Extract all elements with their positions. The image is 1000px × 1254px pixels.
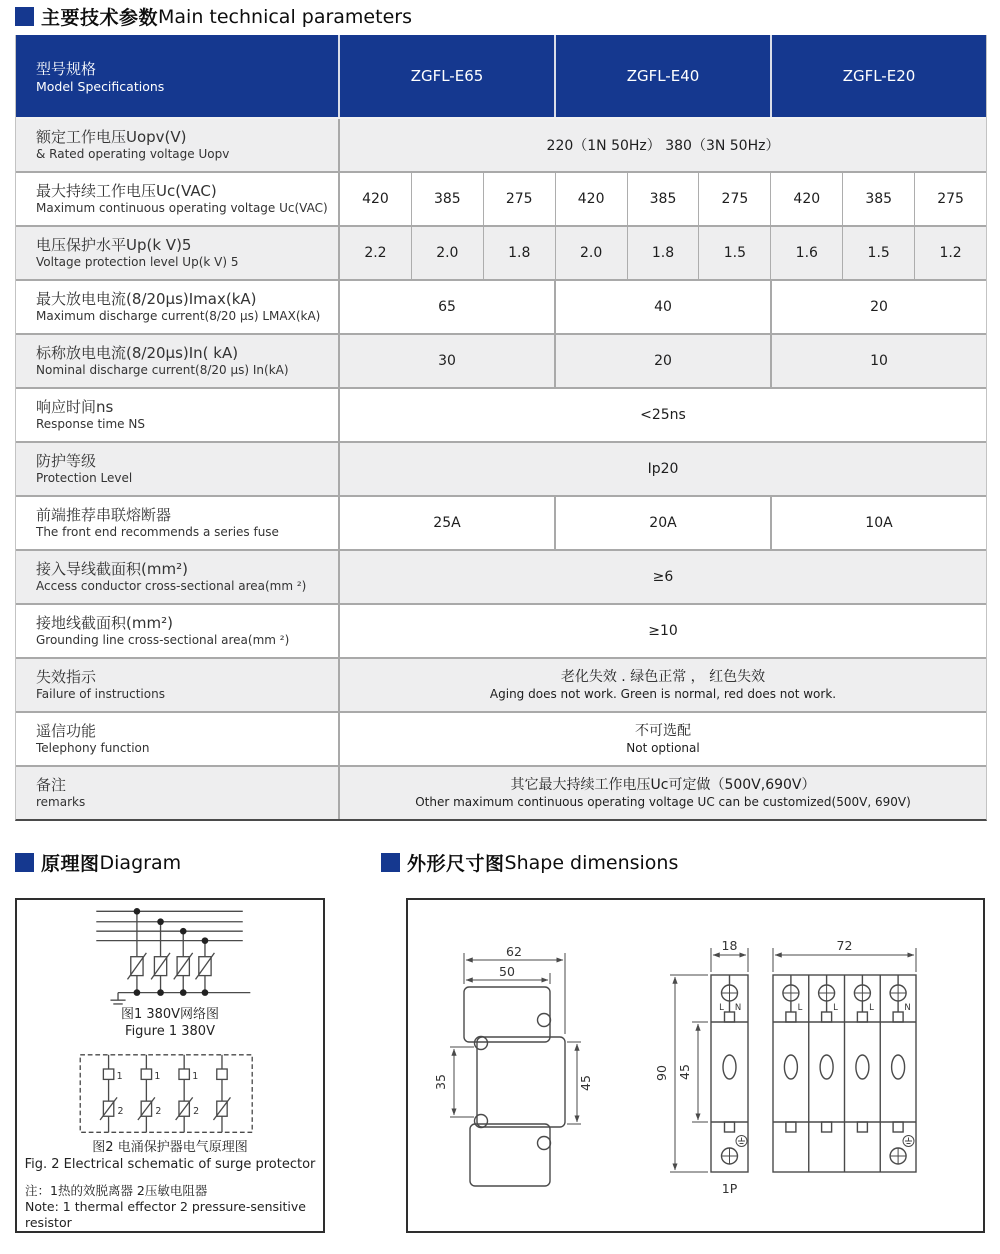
- diagram-box: [15, 898, 325, 1233]
- dim-90-label: 90: [654, 1065, 669, 1081]
- module-label: N: [904, 1003, 911, 1013]
- ground-screw-icon: [903, 1136, 914, 1147]
- value-cell: 275: [698, 173, 770, 225]
- section-title-diagram: 原理图 Diagram: [15, 849, 181, 876]
- figure2-caption: 图2 电涌保护器电气原理图 Fig. 2 Electrical schematic of surge protector: [24, 1140, 316, 1172]
- table-row: [16, 117, 986, 171]
- corner-en: Model Specifications: [36, 79, 165, 94]
- comp1-label: 1: [192, 1070, 199, 1082]
- row-label: 备注 remarks: [36, 775, 86, 810]
- value-cell: <25ns: [338, 389, 986, 441]
- value-cell: 1.2: [914, 227, 986, 279]
- row-label: 前端推荐串联熔断器 The front end recommends a series fuse: [36, 505, 279, 540]
- value-cell: 10: [770, 335, 986, 387]
- value-cell: 420: [770, 173, 842, 225]
- table-row: [16, 279, 986, 333]
- comp1-label: 1: [154, 1070, 161, 1082]
- value-cell: 40: [554, 281, 770, 333]
- row-label: 标称放电电流(8/20μs)In( kA) Nominal discharge current(8/20 μs) In(kA): [36, 343, 289, 378]
- pole-count-label: 1P: [721, 1181, 738, 1196]
- row-label: 失效指示 Failure of instructions: [36, 667, 165, 702]
- table-row: [16, 171, 986, 225]
- module-label: L: [869, 1003, 874, 1013]
- value-cell: 275: [914, 173, 986, 225]
- shape-dimensions-box: [406, 898, 985, 1233]
- value-cell: 420: [338, 173, 411, 225]
- value-cell: 2.2: [338, 227, 411, 279]
- dim-45-front-label: 45: [677, 1064, 692, 1080]
- ground-icon: [110, 993, 125, 1006]
- figure1-caption: 图1 380V网络图 Figure 1 380V: [120, 1006, 220, 1039]
- header-corner: [16, 35, 338, 117]
- value-cell: 1.5: [842, 227, 914, 279]
- table-row: [16, 333, 986, 387]
- row-label: 最大持续工作电压Uc(VAC) Maximum continuous operating voltage Uc(VAC): [36, 181, 328, 216]
- value-cell: Ip20: [338, 443, 986, 495]
- branch-lines: [109, 1055, 222, 1132]
- value-cell: 385: [627, 173, 699, 225]
- dim-45-side-label: 45: [578, 1075, 593, 1091]
- row-label: 电压保护水平Up(k V)5 Voltage protection level Up(k V) 5: [36, 235, 239, 270]
- table-row: [16, 549, 986, 603]
- dashed-enclosure: [80, 1055, 252, 1132]
- dim-72-label: 72: [836, 938, 853, 953]
- table-row: [16, 657, 986, 711]
- value-cell: 老化失效 . 绿色正常 ， 红色失效 Aging does not work. Green is normal, red does not work.: [338, 659, 986, 711]
- shape-dimensions-drawing: [408, 900, 983, 1231]
- dim-35-label: 35: [433, 1074, 448, 1090]
- value-cell: 其它最大持续工作电压Uc可定做（500V,690V） Other maximum continuous operating voltage UC can be customized(500V, 690V): [338, 767, 986, 819]
- value-cell: 30: [338, 335, 554, 387]
- row-label: 接入导线截面积(mm²) Access conductor cross-sectional area(mm ²): [36, 559, 307, 594]
- power-lines: [96, 911, 250, 992]
- blue-square-icon: [381, 853, 400, 872]
- table-row: [16, 495, 986, 549]
- table-row: [16, 765, 986, 819]
- dim-62-label: 62: [506, 944, 522, 959]
- side-dimension-lines: [450, 953, 581, 1124]
- value-cell: ≥10: [338, 605, 986, 657]
- value-cell: 2.0: [411, 227, 483, 279]
- value-cell: 385: [411, 173, 483, 225]
- table-row: [16, 441, 986, 495]
- value-cell: 25A: [338, 497, 554, 549]
- figure1-network-diagram: [17, 900, 323, 1006]
- value-cell: 385: [842, 173, 914, 225]
- blue-square-icon: [15, 7, 34, 26]
- table-row: [16, 603, 986, 657]
- comp2-label: 2: [155, 1105, 162, 1117]
- module-label: L: [833, 1003, 838, 1013]
- terminal-n-label: N: [734, 1003, 742, 1013]
- dim-50-label: 50: [499, 964, 515, 979]
- value-cell: 不可选配 Not optional: [338, 713, 986, 765]
- value-cell: 220（1N 50Hz） 380（3N 50Hz）: [338, 119, 986, 171]
- diagram-note: 注：1热的效脱离器 2压敏电阻器 Note: 1 thermal effector 2 pressure-sensitive resistor: [25, 1183, 306, 1230]
- model-column: ZGFL-E20: [770, 35, 986, 117]
- value-cell: 20: [554, 335, 770, 387]
- value-cell: 1.6: [770, 227, 842, 279]
- value-cell: 1.5: [698, 227, 770, 279]
- value-cell: 1.8: [483, 227, 555, 279]
- spec-table: [15, 35, 987, 821]
- value-cell: 275: [483, 173, 555, 225]
- dim-18-label: 18: [721, 938, 738, 953]
- value-cell: 420: [555, 173, 627, 225]
- varistor-symbols: [127, 953, 214, 979]
- front-view-4p: [773, 975, 916, 1172]
- row-label: 接地线截面积(mm²) Grounding line cross-sectional area(mm ²): [36, 613, 290, 648]
- value-cell: 65: [338, 281, 554, 333]
- front-view-1p: [711, 975, 748, 1172]
- model-column: ZGFL-E65: [338, 35, 554, 117]
- model-column: ZGFL-E40: [554, 35, 770, 117]
- module-label: L: [797, 1003, 803, 1013]
- table-header: [16, 35, 986, 117]
- terminal-l-label: L: [719, 1003, 724, 1013]
- section-title-shape: 外形尺寸图 Shape dimensions: [381, 849, 678, 876]
- row-label: 最大放电电流(8/20μs)Imax(kA) Maximum discharge current(8/20 μs) LMAX(kA): [36, 289, 321, 324]
- blue-square-icon: [15, 853, 34, 872]
- ground-screw-icon: [736, 1136, 747, 1147]
- value-cell: 20: [770, 281, 986, 333]
- figure2-schematic: [17, 1052, 323, 1135]
- comp1-label: 1: [116, 1070, 123, 1082]
- table-row: [16, 711, 986, 765]
- value-cell: 1.8: [627, 227, 699, 279]
- value-cell: 10A: [770, 497, 986, 549]
- comp2-label: 2: [193, 1105, 200, 1117]
- title-en: Main technical parameters: [158, 5, 412, 28]
- value-cell: 20A: [554, 497, 770, 549]
- value-cell: ≥6: [338, 551, 986, 603]
- row-label: 防护等级 Protection Level: [36, 451, 133, 486]
- value-cell: 2.0: [555, 227, 627, 279]
- section-title-parameters: [15, 3, 412, 30]
- corner-zh: 型号规格: [36, 60, 97, 78]
- table-row: [16, 387, 986, 441]
- title-zh: 主要技术参数: [41, 7, 159, 29]
- side-view: [464, 987, 565, 1186]
- table-row: [16, 225, 986, 279]
- row-label: 遥信功能 Telephony function: [36, 721, 150, 756]
- row-label: 额定工作电压Uopv(V) & Rated operating voltage Uopv: [36, 127, 230, 162]
- comp2-label: 2: [117, 1105, 124, 1117]
- row-label: 响应时间ns Response time NS: [36, 397, 145, 432]
